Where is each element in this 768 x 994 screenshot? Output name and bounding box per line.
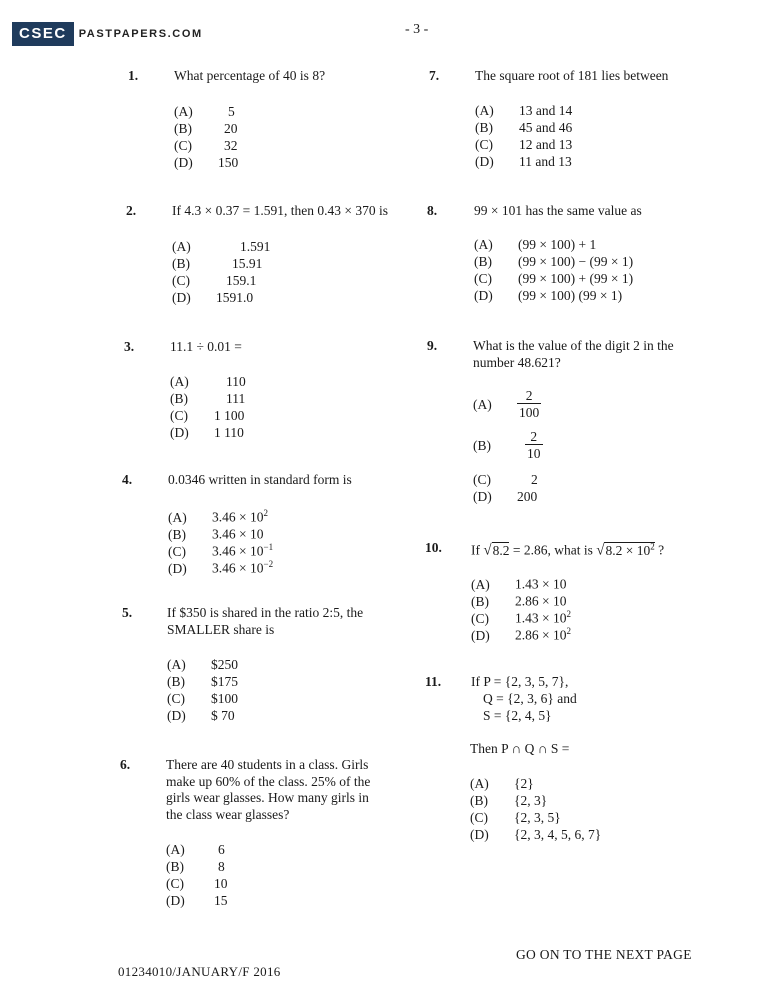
set-definition-q: Q = {2, 3, 6} and — [483, 691, 577, 706]
question-text-part: If — [471, 542, 480, 558]
question-text-line: number 48.621? — [473, 354, 561, 370]
question-text-part: = 2.86, what is — [512, 542, 593, 558]
option-value: (99 × 100) (99 × 1) — [518, 288, 623, 303]
option-c — [475, 136, 572, 153]
option-a — [172, 238, 270, 255]
question-number: 2. — [126, 203, 137, 218]
next-page-note: GO ON TO THE NEXT PAGE — [516, 947, 692, 962]
question-text: If 4.3 × 0.37 = 1.591, then 0.43 × 370 is — [172, 203, 388, 218]
question-text-line: SMALLER share is — [167, 621, 275, 637]
option-exponent: −2 — [263, 559, 274, 569]
option-value: 3.46 × 10 — [212, 526, 264, 542]
option-label: (C) — [473, 472, 491, 487]
question-text-line: What is the value of the digit 2 in the — [473, 338, 674, 353]
option-label: (D) — [174, 155, 193, 170]
option-label: (A) — [174, 104, 193, 119]
option-value: 3.46 × 10 — [212, 509, 264, 525]
sqrt-radicand — [604, 542, 654, 558]
option-d — [473, 488, 537, 505]
question-number: 8. — [427, 203, 438, 218]
option-c — [174, 137, 238, 154]
option-b — [174, 120, 238, 137]
option-value: {2} — [514, 776, 534, 791]
option-value: (99 × 100) + (99 × 1) — [518, 271, 634, 286]
option-label: (D) — [475, 154, 494, 169]
option-value: 2.86 × 10 — [515, 593, 567, 609]
option-value: 3.46 × 10 — [212, 543, 264, 559]
option-value: 15 — [214, 893, 228, 908]
option-a — [166, 841, 225, 858]
question-number: 1. — [128, 68, 139, 83]
option-label: (C) — [170, 408, 188, 423]
site-logo — [12, 22, 203, 46]
option-label: (C) — [471, 610, 489, 626]
option-c — [167, 690, 238, 707]
question-text: What percentage of 40 is 8? — [174, 68, 326, 83]
option-exponent: 2 — [263, 508, 268, 518]
sqrt-radicand-exponent: 2 — [650, 541, 655, 551]
option-value: {2, 3} — [514, 793, 548, 808]
option-value: 1 110 — [214, 425, 244, 440]
logo-text: PASTPAPERS.COM — [78, 28, 203, 40]
option-value: 12 and 13 — [519, 137, 573, 152]
option-label: (D) — [474, 288, 493, 303]
option-label: (A) — [475, 103, 494, 118]
option-label: (A) — [470, 776, 489, 791]
option-value: (99 × 100) − (99 × 1) — [518, 254, 634, 269]
option-d — [471, 623, 571, 644]
option-value: 1.43 × 10 — [515, 610, 567, 626]
fraction-numerator: 2 — [525, 388, 533, 403]
question-number: 6. — [120, 757, 131, 772]
option-value: $ 70 — [211, 708, 235, 723]
option-value: 1.591 — [240, 239, 271, 254]
option-d — [475, 153, 572, 170]
option-label: (C) — [168, 543, 186, 559]
option-value: 45 and 46 — [519, 120, 573, 135]
option-b — [166, 858, 225, 875]
option-label: (D) — [172, 290, 191, 305]
question-number: 9. — [427, 338, 438, 353]
option-a — [473, 388, 541, 420]
option-value: 2 — [531, 472, 538, 487]
option-value: 32 — [224, 138, 238, 153]
fraction-numerator: 2 — [530, 429, 538, 444]
option-label: (B) — [471, 593, 489, 609]
question-text — [471, 538, 664, 559]
option-c — [473, 471, 538, 488]
option-a — [474, 236, 596, 253]
set-definition-p: If P = {2, 3, 5, 7}, — [471, 674, 569, 689]
option-value: 2.86 × 10 — [515, 627, 567, 643]
question-text: 99 × 101 has the same value as — [474, 203, 642, 218]
question-text-line: the class wear glasses? — [166, 806, 290, 822]
option-c — [170, 407, 244, 424]
option-label: (C) — [470, 810, 488, 825]
option-label: (D) — [473, 489, 492, 504]
fraction-denominator: 10 — [527, 446, 541, 461]
option-label: (B) — [168, 526, 186, 542]
option-value: 159.1 — [226, 273, 257, 288]
question-text: 11.1 ÷ 0.01 = — [170, 339, 242, 354]
option-b — [470, 792, 547, 809]
paper-code: 01234010/JANUARY/F 2016 — [118, 964, 281, 979]
question-text-line: girls wear glasses. How many girls in — [166, 790, 369, 805]
option-value: 5 — [228, 104, 235, 119]
question-number: 10. — [425, 540, 442, 555]
option-b — [172, 255, 262, 272]
option-label: (C) — [475, 137, 493, 152]
option-label: (A) — [168, 509, 187, 525]
option-a — [470, 775, 534, 792]
option-c — [172, 272, 256, 289]
question-text: 0.0346 written in standard form is — [168, 472, 352, 487]
option-label: (A) — [474, 237, 493, 252]
option-value: {2, 3, 4, 5, 6, 7} — [514, 827, 602, 842]
option-b — [475, 119, 572, 136]
option-label: (B) — [170, 391, 188, 406]
option-label: (C) — [174, 138, 192, 153]
option-label: (A) — [166, 842, 185, 857]
option-label: (B) — [167, 674, 185, 689]
question-text — [167, 605, 405, 638]
option-value: $250 — [211, 657, 238, 672]
question-text-line: make up 60% of the class. 25% of the — [166, 773, 371, 789]
set-definition-s: S = {2, 4, 5} — [483, 708, 552, 723]
option-value: 10 — [214, 876, 228, 891]
page-number: - 3 - — [405, 22, 429, 37]
option-c — [474, 270, 633, 287]
option-d — [167, 707, 235, 724]
sqrt-radicand-base: 8.2 × 10 — [605, 542, 651, 558]
question-number: 3. — [124, 339, 135, 354]
option-label: (B) — [473, 437, 491, 453]
option-d — [470, 826, 601, 843]
option-c — [470, 809, 561, 826]
option-value: (99 × 100) + 1 — [518, 237, 597, 252]
option-value: 3.46 × 10 — [212, 560, 264, 576]
option-value: 111 — [226, 391, 246, 406]
option-value: 150 — [218, 155, 239, 170]
logo-box: CSEC — [12, 22, 74, 46]
option-d — [168, 556, 273, 577]
question-text-line: If $350 is shared in the ratio 2:5, the — [167, 605, 364, 620]
option-label: (D) — [471, 627, 490, 643]
option-fraction — [517, 388, 541, 420]
option-value: 1 100 — [214, 408, 245, 423]
option-d — [474, 287, 622, 304]
sqrt-radicand: 8.2 — [492, 542, 510, 558]
option-label: (C) — [172, 273, 190, 288]
question-number: 5. — [122, 605, 133, 620]
option-exponent: 2 — [566, 626, 571, 636]
option-value: 8 — [218, 859, 225, 874]
question-text-line: There are 40 students in a class. Girls — [166, 757, 369, 772]
option-value: 1.43 × 10 — [515, 576, 567, 592]
sqrt-sign: √ — [596, 542, 605, 559]
option-label: (D) — [168, 560, 187, 576]
option-label: (B) — [474, 254, 492, 269]
option-value: $100 — [211, 691, 238, 706]
option-label: (A) — [471, 576, 490, 592]
option-label: (B) — [172, 256, 190, 271]
option-b — [170, 390, 245, 407]
option-label: (B) — [166, 859, 184, 874]
option-label: (C) — [167, 691, 185, 706]
option-label: (D) — [166, 893, 185, 908]
option-value: 13 and 14 — [519, 103, 573, 118]
option-label: (A) — [170, 374, 189, 389]
option-b — [473, 429, 543, 461]
option-d — [172, 289, 253, 306]
option-b — [167, 673, 238, 690]
option-value: 110 — [226, 374, 246, 389]
question-prompt: Then P ∩ Q ∩ S = — [470, 741, 570, 756]
question-text-part: ? — [658, 542, 665, 558]
option-value: 15.91 — [232, 256, 263, 271]
option-value: 6 — [218, 842, 225, 857]
question-number: 7. — [429, 68, 440, 83]
option-c — [166, 875, 228, 892]
option-label: (A) — [167, 657, 186, 672]
option-label: (D) — [167, 708, 186, 723]
option-label: (C) — [166, 876, 184, 891]
option-d — [170, 424, 244, 441]
question-number: 4. — [122, 472, 133, 487]
option-label: (A) — [473, 396, 492, 412]
option-label: (D) — [170, 425, 189, 440]
option-label: (D) — [470, 827, 489, 842]
option-fraction — [525, 429, 543, 461]
option-d — [166, 892, 228, 909]
option-b — [474, 253, 633, 270]
option-exponent: 2 — [566, 609, 571, 619]
option-label: (B) — [174, 121, 192, 136]
option-a — [170, 373, 246, 390]
option-a — [475, 102, 572, 119]
option-a — [174, 103, 235, 120]
fraction-denominator: 100 — [519, 405, 540, 420]
question-number: 11. — [425, 674, 442, 689]
option-label: (A) — [172, 239, 191, 254]
option-value: 1591.0 — [216, 290, 254, 305]
option-value: 11 and 13 — [519, 154, 572, 169]
question-text: The square root of 181 lies between — [475, 68, 669, 83]
option-label: (B) — [475, 120, 493, 135]
option-label: (C) — [474, 271, 492, 286]
option-d — [174, 154, 238, 171]
option-value: $175 — [211, 674, 238, 689]
option-value: {2, 3, 5} — [514, 810, 561, 825]
option-a — [167, 656, 238, 673]
option-value: 200 — [517, 489, 538, 504]
question-text — [166, 757, 406, 823]
option-value: 20 — [224, 121, 238, 136]
option-exponent: −1 — [263, 542, 274, 552]
question-text — [473, 338, 713, 371]
sqrt-sign: √ — [483, 542, 492, 559]
option-label: (B) — [470, 793, 488, 808]
